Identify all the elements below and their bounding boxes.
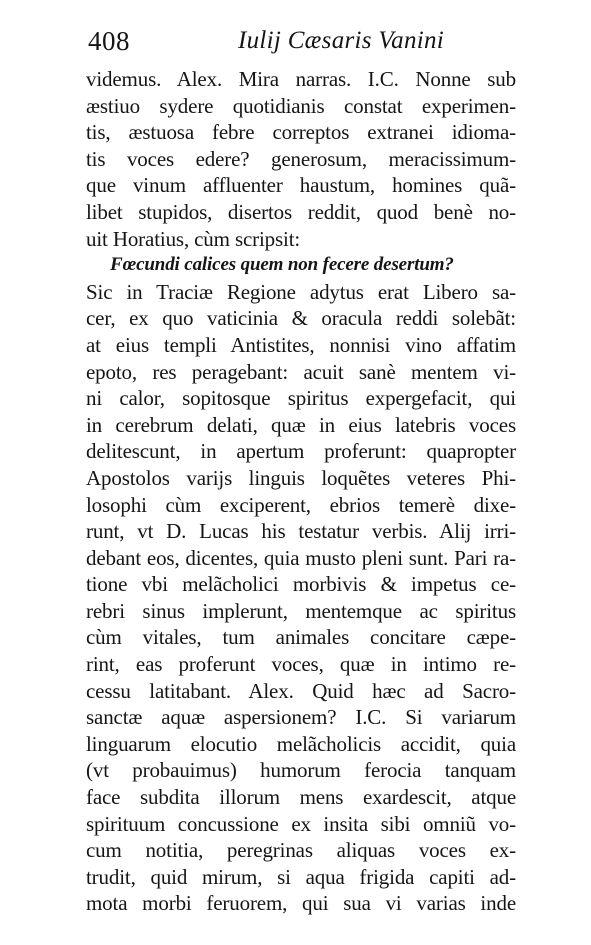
text-line: cessu latitabant. Alex. Quid hæc ad Sacro- bbox=[86, 678, 516, 703]
text-line: cùm vitales, tum animales concitare cæpe- bbox=[86, 625, 516, 650]
text-line: æstiuo sydere quotidianis constat experimen- bbox=[86, 93, 516, 118]
text-line: cer, ex quo vaticinia & oracula reddi solebãt: bbox=[86, 306, 516, 331]
text-line: debant eos, dicentes, quia musto pleni sunt. Pari ra- bbox=[86, 545, 516, 570]
text-line: losophi cùm exciperent, ebrios temerè dixe- bbox=[86, 492, 516, 517]
text-line: linguarum elocutio melãcholicis accidit, quia bbox=[86, 731, 516, 756]
text-line: in cerebrum delati, quæ in eius latebris voces bbox=[86, 412, 516, 437]
text-line: rebri sinus implerunt, mentemque ac spiritus bbox=[86, 598, 516, 623]
text-line: (vt probauimus) humorum ferocia tanquam bbox=[86, 758, 516, 783]
text-line: tis, æstuosa febre correptos extranei idioma- bbox=[86, 120, 516, 145]
text-line: epoto, res peragebant: acuit sanè mentem vi- bbox=[86, 359, 516, 384]
page-header bbox=[88, 26, 512, 62]
text-line: sanctæ aquæ aspersionem? I.C. Si variarum bbox=[86, 705, 516, 730]
text-line: face subdita illorum mens exardescit, atque bbox=[86, 785, 516, 810]
text-line: Apostolos varijs linguis loquẽtes veteres Phi- bbox=[86, 465, 516, 490]
text-line: que vinum affluenter haustum, homines quã- bbox=[86, 173, 516, 198]
text-line: spirituum concussione ex insita sibi omniũ vo- bbox=[86, 811, 516, 836]
text-line: rint, eas proferunt voces, quæ in intimo re- bbox=[86, 652, 516, 677]
text-line: ni calor, sopitosque spiritus expergefacit, qui bbox=[86, 386, 516, 411]
text-line: trudit, quid mirum, si aqua frigida capiti ad- bbox=[86, 864, 516, 889]
text-line: tione vbi melãcholici morbivis & impetus ce- bbox=[86, 572, 516, 597]
text-line: mota morbi feruorem, qui sua vi varias inde bbox=[86, 891, 516, 916]
page-number: 408 bbox=[88, 26, 130, 56]
text-line: uit Horatius, cùm scripsit: bbox=[86, 226, 301, 251]
text-line: delitescunt, in apertum proferunt: quapropter bbox=[86, 439, 516, 464]
text-line: Fœcundi calices quem non fecere desertum? bbox=[110, 254, 454, 276]
running-head: Iulij Cæsaris Vanini bbox=[238, 27, 445, 54]
text-line: Sic in Traciæ Regione adytus erat Libero sa- bbox=[86, 279, 516, 304]
body-text bbox=[86, 66, 516, 917]
text-line: cum notitia, peregrinas aliquas voces ex- bbox=[86, 838, 516, 863]
text-line: videmus. Alex. Mira narras. I.C. Nonne sub bbox=[86, 67, 516, 91]
text-line: tis voces edere? generosum, meracissimum- bbox=[86, 146, 516, 171]
text-line: at eius templi Antistites, nonnisi vino affatim bbox=[86, 332, 516, 357]
text-line: libet stupidos, disertos reddit, quod benè no- bbox=[86, 199, 516, 224]
text-line: runt, vt D. Lucas his testatur verbis. Alij irri- bbox=[86, 519, 516, 544]
